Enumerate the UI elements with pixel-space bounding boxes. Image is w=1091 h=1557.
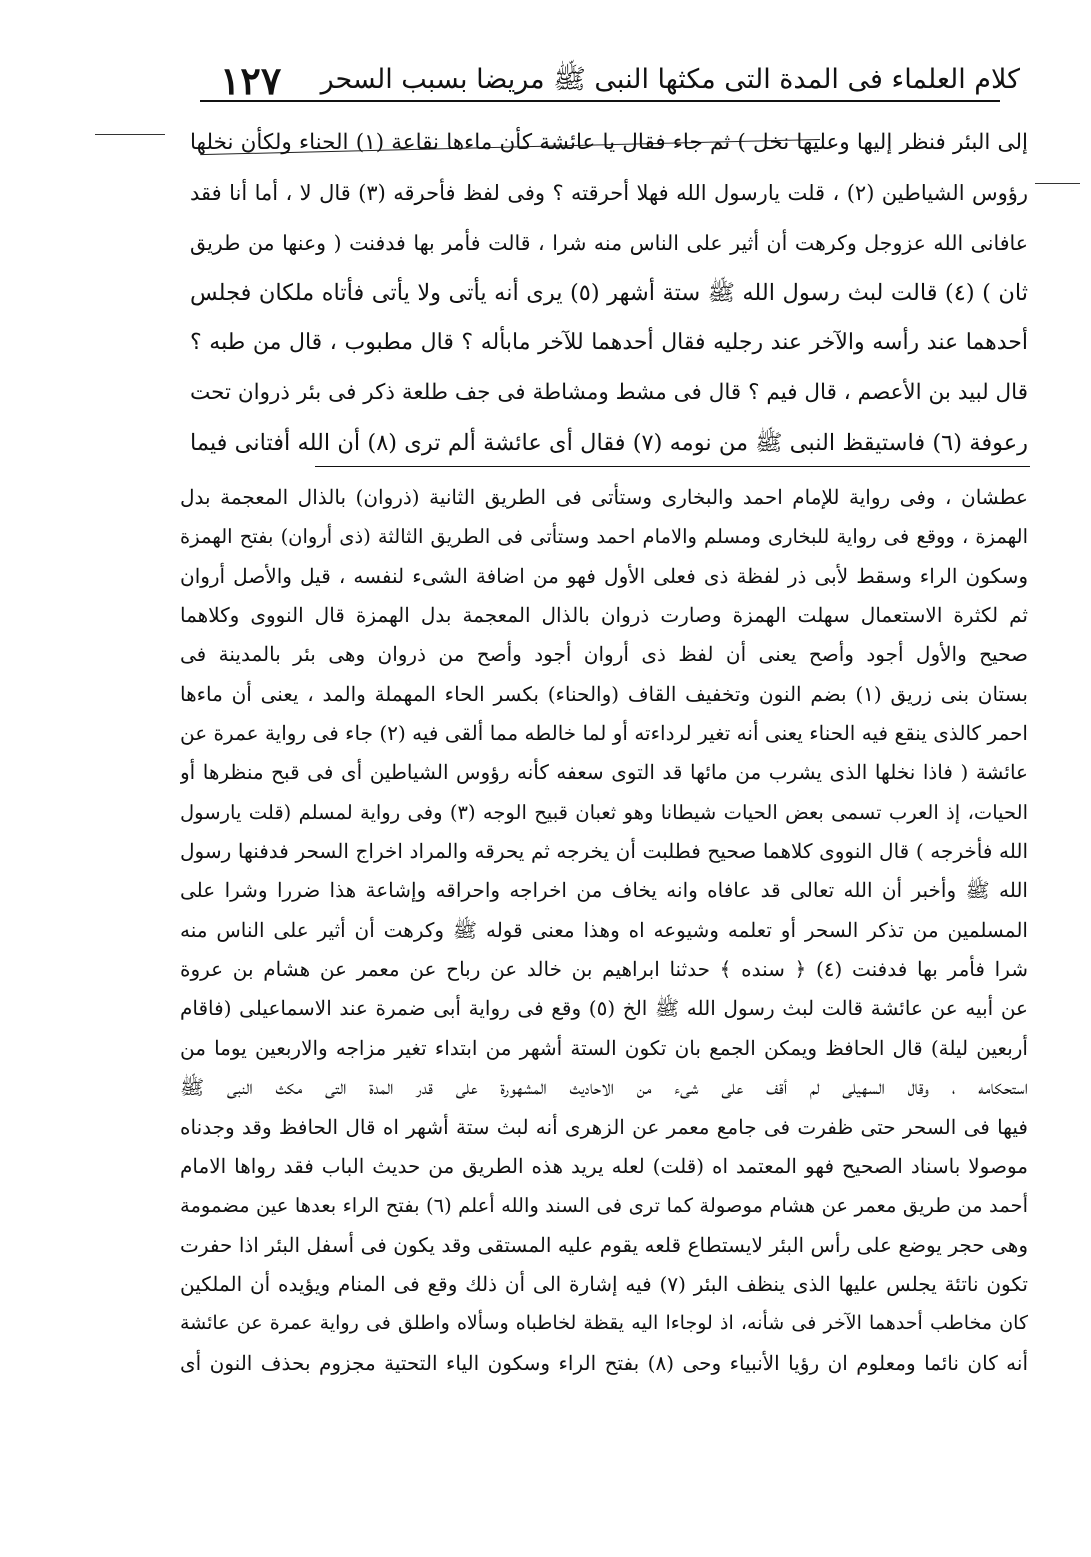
note-line: تكون ناتئة يجلس عليها الذى ينظف البئر (٧) فيه إشارة الى أن ذلك وقع فى المنام ويؤيده أن الملكين bbox=[180, 1271, 1028, 1296]
note-line: الحيات، إذ العرب تسمى بعض الحيات شيطانا وهو ثعبان قبيح الوجه (٣) وفى رواية لمسلم (قلت يارسول bbox=[180, 800, 1028, 824]
running-header bbox=[190, 58, 1020, 102]
main-text bbox=[190, 118, 1028, 468]
note-line: عن أبيه عن عائشة قالت لبث رسول الله ﷺ الخ (٥) وقع فى رواية أبى ضمرة عند الاسماعيلى (فاقام bbox=[180, 996, 1028, 1021]
note-line: صحيح والأول أجود وأصح يعنى أن لفظ ذى أروان أجود وأصح من ذروان وهى بئر بالمدينة فى bbox=[180, 642, 1028, 667]
main-line: أحدهما عند رأسه والآخر عند رجليه فقال أحدهما للآخر مابأله ؟ قال مطبوب ، قال من طبه ؟ bbox=[190, 330, 1028, 355]
running-title: كلام العلماء فى المدة التى مكثها النبى ﷺ مريضا بسبب السحر bbox=[320, 64, 1020, 95]
note-line: ثم لكثرة الاستعمال سهلت الهمزة وصارت ذروان بالذال المعجمة بدل الهمزة قال النووى وكلاهما bbox=[180, 603, 1028, 628]
page-number: ١٢٧ bbox=[220, 58, 282, 103]
note-line: أربعين ليلة) قال الحافظ ويمكن الجمع بان تكون الستة أشهر من ابتداء تغير مزاجه والاربعين يوما من bbox=[180, 1035, 1028, 1060]
note-line: الله فأخرجه ) قال النووى كلاهما صحيح فطلبت أن يخرجه ثم يحرقه والمراد اخراج السحر فدفنها رسول bbox=[180, 839, 1028, 864]
note-line: الله ﷺ وأخبر أن الله تعالى قد عافاه وانه يخاف من اخراجه واحراقه وإشاعة هذا ضررا وشرا على bbox=[180, 878, 1028, 903]
footnotes bbox=[180, 478, 1028, 1383]
footnote-separator bbox=[315, 466, 1030, 467]
note-line: أحمد من طريق معمر عن هشام موصولة كما ترى فى السند والله أعلم (٦) بفتح الراء بعدها عين مضمومة bbox=[180, 1194, 1028, 1218]
margin-mark-right bbox=[1035, 183, 1080, 184]
main-line: ثان ) (٤) قالت لبث رسول الله ﷺ ستة أشهر (٥) يرى أنه يأتى ولا يأتى فأتاه ملكان فجلس bbox=[190, 280, 1028, 306]
note-line: المسلمين من تذكر السحر أو تعلمه وشيوعه اه وهذا معنى قوله ﷺ وكرهت أن أثير على الناس منه bbox=[180, 917, 1028, 942]
note-line: كان مخاطب أحدهما الآخر فى شأنه، اذ لوجاءا اليه يقظة لخاطباه وسألاه واطلق فى رواية عمرة عن عائشة bbox=[180, 1312, 1028, 1335]
note-line: وهى حجر يوضع على رأس البئر لايستطاع قلعه يقوم عليه المستقى وقد يكون فى أسفل البئر اذا حفرت bbox=[180, 1232, 1028, 1257]
header-rule bbox=[200, 100, 1000, 102]
margin-mark-left bbox=[95, 134, 165, 135]
note-line: شرا فأمر بها فدفنت (٤) ﴿ سنده ﴾ حدثنا ابراهيم بن خالد عن رباح عن معمر عن هشام بن عروة bbox=[180, 957, 1028, 982]
main-line: قال لبيد بن الأعصم ، قال فيم ؟ قال فى مشط ومشاطة فى جف طلعة ذكر فى بئر ذروان تحت bbox=[190, 380, 1028, 405]
note-line: موصولا باسناد الصحيح فهو المعتمد اه (قلت) لعله يريد هذه الطريق من حديث الباب فقد رواها الامام bbox=[180, 1153, 1028, 1178]
main-line: إلى البئر فنظر إليها وعليها نخل ) ثم جاء فقال يا عائشة كأن ماءها نقاعة (١) الحناء ولكأن نخلها bbox=[190, 130, 1028, 155]
note-line: عطشان ، وفى رواية للإمام احمد والبخارى وستأتى فى الطريق الثانية (ذروان) بالذال المعجمة بدل bbox=[180, 485, 1028, 509]
note-line: وسكون الراء وسقط لأبى ذر لفظة ذى فعلى الأول فهو من اضافة الشىء لنفسه ، قيل والأصل أروان bbox=[180, 563, 1028, 588]
note-line: بستان بنى زريق (١) بضم النون وتخفيف القاف (والحناء) بكسر الحاء المهملة والمد ، يعنى أن ماءها bbox=[180, 681, 1028, 706]
main-line: عافانى الله عزوجل وكرهت أن أثير على الناس منه شرا ، قالت فأمر بها فدفنت ( وعنها من طريق bbox=[190, 231, 1028, 255]
note-line: عائشة ( فاذا نخلها الذى يشرب من مائها قد التوى سعفه كأنه رؤوس الشياطين أى فى قبح منظرها أو bbox=[180, 760, 1028, 785]
note-line: احمر كالذى ينقع فيه الحناء يعنى أنه تغير لرداءته أو لما خالطه مما ألقى فيه (٢) جاء فى رواية عمرة عن bbox=[180, 721, 1028, 746]
note-line: فيها فى السحر حتى ظفرت فى جامع معمر عن الزهرى أنه لبث ستة أشهر اه قال الحافظ وقد وجدناه bbox=[180, 1114, 1028, 1139]
note-line: الهمزة ، ووقع فى رواية للبخارى ومسلم والامام احمد وستأتى فى الطريق الثالثة (ذى أروان) بفتح الهمزة bbox=[180, 525, 1028, 549]
note-line: أنه كان نائما ومعلوم ان رؤيا الأنبياء وحى (٨) بفتح الراء وسكون الياء التحتية مجزوم بحذف النون أى bbox=[180, 1350, 1028, 1375]
note-line: استحكامه ، وقال السهيلى لم أقف على شىء من الاحاديث المشهورة على قدر المدة التى مكث النبى ﷺ bbox=[180, 1075, 1028, 1100]
main-line: رؤوس الشياطين (٢) ، قلت يارسول الله فهلا أحرقته ؟ وفى لفظ فأحرقه (٣) قال لا ، أما أنا فقد bbox=[190, 181, 1028, 205]
main-line: رعوفة (٦) فاستيقظ النبى ﷺ من نومه (٧) فقال أى عائشة ألم ترى (٨) أن الله أفتانى فيما bbox=[190, 430, 1028, 456]
